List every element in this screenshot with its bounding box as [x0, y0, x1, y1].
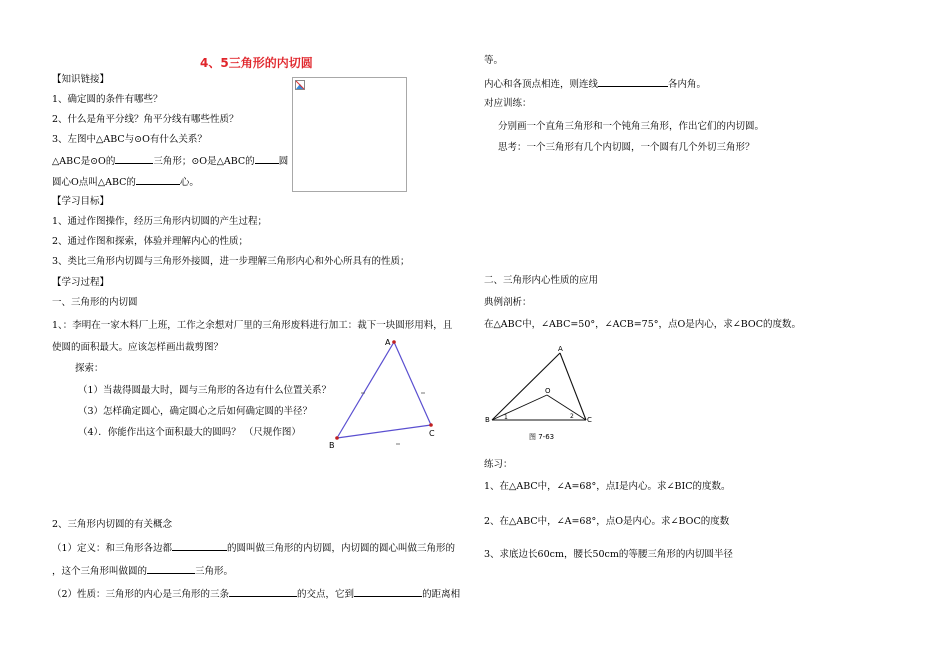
- conn-part-b: 各内角。: [668, 79, 707, 90]
- exercise-1: 1、在△ABC中，∠A=68°，点I是内心。求∠BIC的度数。: [484, 481, 731, 492]
- q4-part-b: 三角形；⊙O是△ABC的: [153, 156, 255, 167]
- incenter-connection: [484, 77, 706, 90]
- fig-incenter-o: O: [545, 387, 551, 395]
- conn-part-a: 内心和各顶点相连，则连线: [484, 79, 599, 90]
- example-label: 典例剖析：: [484, 297, 532, 308]
- fig-vertex-b: B: [485, 416, 490, 424]
- section-1-title: 一、三角形的内切圆: [52, 297, 138, 308]
- exercise-2: 2、在△ABC中，∠A=68°，点O是内心。求∠BOC的度数: [484, 516, 730, 527]
- question-4: [52, 154, 288, 167]
- q5-part-b: 心。: [179, 177, 199, 188]
- fig-vertex-a: A: [558, 345, 563, 353]
- section-3-title: 二、三角形内心性质的应用: [484, 275, 599, 286]
- fig-vertex-c: C: [587, 416, 592, 424]
- section-2-title: 2、三角形内切圆的有关概念: [52, 519, 173, 530]
- goal-1: 1、通过作图操作，经历三角形内切圆的产生过程；: [52, 216, 268, 227]
- knowledge-header: 【知识链接】: [52, 74, 110, 85]
- continuation-text: 等。: [484, 55, 504, 66]
- blank: [147, 564, 195, 574]
- think-question: 思考：一个三角形有几个内切圆，一个圆有几个外切三角形？: [498, 142, 755, 153]
- training-label: 对应训练：: [484, 98, 532, 109]
- broken-image-icon: [295, 80, 305, 90]
- def-part-b: 的圆叫做三角形的内切圆，内切圆的圆心叫做三角形的: [227, 543, 456, 554]
- q4-part-a: △ABC是⊙O的: [52, 156, 116, 167]
- explore-1: （1）当裁得圆最大时，圆与三角形的各边有什么位置关系？: [78, 385, 332, 396]
- blank: [354, 587, 422, 597]
- example-text: 在△ABC中，∠ABC=50°，∠ACB=75°，点O是内心，求∠BOC的度数。: [484, 319, 801, 330]
- blank: [115, 154, 153, 164]
- incenter-figure: [482, 343, 602, 446]
- problem-1-line-2: 使圆的面积最大。应该怎样画出裁剪图？: [52, 342, 224, 353]
- question-1: 1、确定圆的条件有哪些？: [52, 94, 163, 105]
- blank: [598, 77, 668, 87]
- def-part-d: 三角形。: [195, 566, 234, 577]
- explore-label: 探索：: [75, 363, 104, 374]
- def-part-c: ，这个三角形叫做圆的: [52, 566, 148, 577]
- prop-part-b: 的交点，它到: [297, 589, 355, 600]
- q4-part-c: 圆: [278, 156, 289, 167]
- definition-line-1: [52, 541, 455, 554]
- training-task: 分别画一个直角三角形和一个钝角三角形，作出它们的内切圆。: [498, 121, 765, 132]
- exercise-3: 3、求底边长60cm，腰长50cm的等腰三角形的内切圆半径: [484, 549, 733, 560]
- vertex-b-label: B: [329, 441, 335, 450]
- question-2: 2、什么是角平分线？角平分线有哪些性质？: [52, 114, 239, 125]
- blank: [136, 175, 180, 185]
- goal-2: 2、通过作图和探索，体验并理解内心的性质；: [52, 236, 249, 247]
- explore-4: （4）．你能作出这个面积最大的圆吗？ （尺规作图）: [78, 427, 301, 438]
- question-5: [52, 175, 199, 188]
- fig-angle-2: 2: [570, 413, 574, 420]
- prop-part-a: （2）性质：三角形的内心是三角形的三条: [52, 589, 230, 600]
- figure-placeholder: [292, 77, 407, 192]
- fig-angle-1: 1: [504, 414, 508, 421]
- triangle-figure: [325, 335, 445, 455]
- blank: [229, 587, 297, 597]
- question-3: 3、左图中△ABC与⊙O有什么关系？: [52, 134, 207, 145]
- explore-3: （3）怎样确定圆心，确定圆心之后如何确定圆的半径？: [78, 406, 313, 417]
- property-line: [52, 587, 460, 600]
- blank: [172, 541, 227, 551]
- goals-header: 【学习目标】: [52, 196, 110, 207]
- q5-part-a: 圆心O点叫△ABC的: [52, 177, 136, 188]
- definition-line-2: [52, 564, 233, 577]
- page-title: 4、5三角形的内切圆: [200, 56, 313, 70]
- vertex-a-label: A: [385, 338, 391, 347]
- process-header: 【学习过程】: [52, 277, 110, 288]
- goal-3: 3、类比三角形内切圆与三角形外接圆，进一步理解三角形内心和外心所具有的性质；: [52, 256, 410, 267]
- def-part-a: （1）定义：和三角形各边都: [52, 543, 173, 554]
- problem-1-line-1: 1、：李明在一家木料厂上班，工作之余想对厂里的三角形废料进行加工：裁下一块圆形用料，且: [52, 320, 453, 331]
- vertex-c-label: C: [429, 429, 435, 438]
- fig-caption: 图 7-63: [529, 433, 555, 441]
- practice-label: 练习：: [484, 459, 513, 470]
- prop-part-c: 的距离相: [422, 589, 461, 600]
- blank: [255, 154, 279, 164]
